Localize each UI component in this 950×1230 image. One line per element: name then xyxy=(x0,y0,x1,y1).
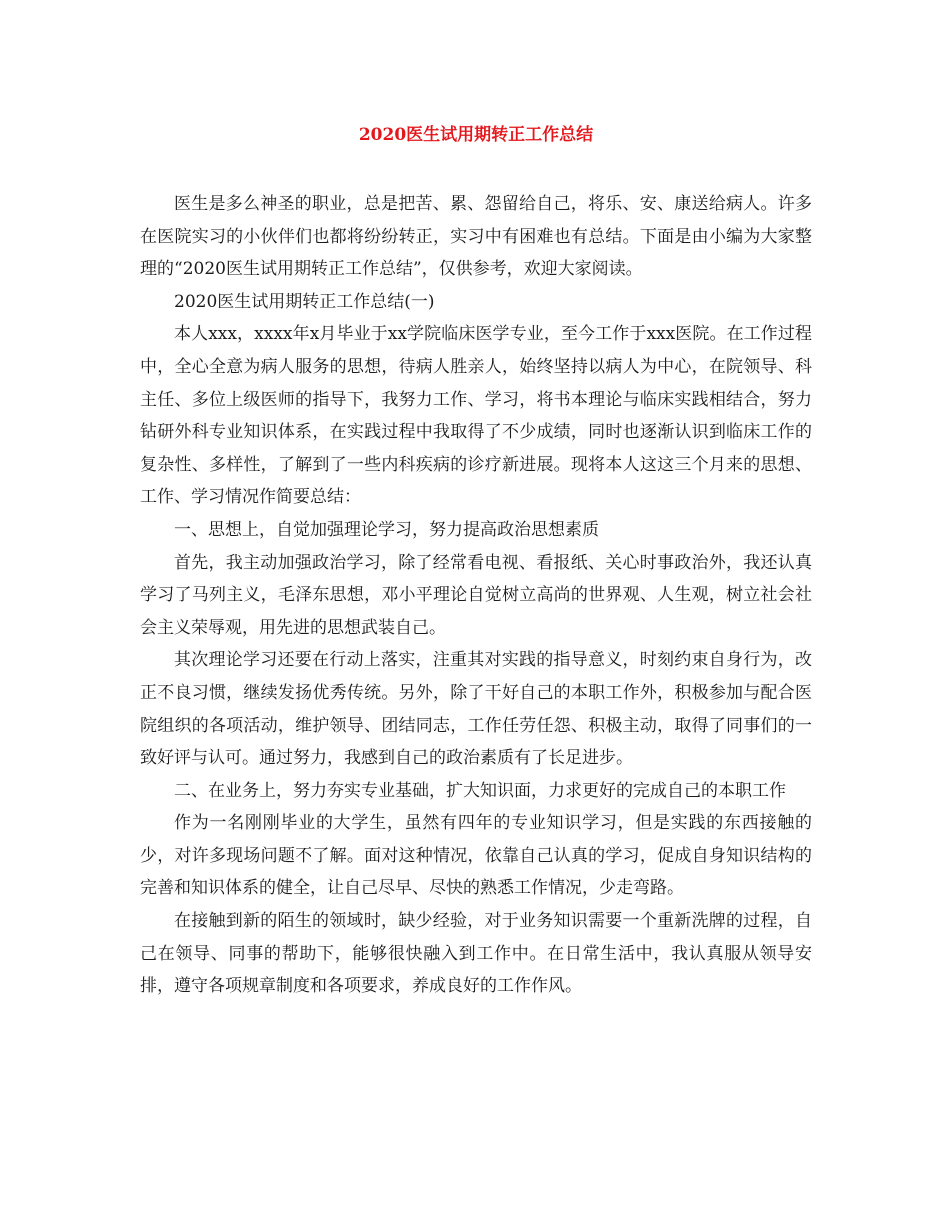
paragraph-practice: 其次理论学习还要在行动上落实，注重其对实践的指导意义，时刻约束自身行为，改正不良习惯，继续发扬优秀传统。另外，除了干好自己的本职工作外，积极参加与配合医院组织的各项活动，维护领导、团结同志，工作任劳任怨、积极主动，取得了同事们的一致好评与认可。通过努力，我感到自己的政治素质有了长足进步。 xyxy=(140,650,812,769)
paragraph-new-field: 在接触到新的陌生的领域时，缺少经验，对于业务知识需要一个重新洗牌的过程，自己在领导、同事的帮助下，能够很快融入到工作中。在日常生活中，我认真服从领导安排，遵守各项规章制度和各项要求，养成良好的工作作风。 xyxy=(140,911,812,997)
paragraph-intro: 医生是多么神圣的职业，总是把苦、累、怨留给自己，将乐、安、康送给病人。许多在医院实习的小伙伴们也都将纷纷转正，实习中有困难也有总结。下面是由小编为大家整理的“2020医生试用期转正工作总结”，仅供参考，欢迎大家阅读。 xyxy=(140,194,812,280)
section-heading-business: 二、在业务上，努力夯实专业基础，扩大知识面，力求更好的完成自己的本职工作 xyxy=(174,780,786,801)
paragraph-self-introduction: 本人xxx，xxxx年x月毕业于xx学院临床医学专业，至今工作于xxx医院。在工作过程中，全心全意为病人服务的思想，待病人胜亲人，始终坚持以病人为中心，在院领导、科主任、多位上级医师的指导下，我努力工作、学习，将书本理论与临床实践相结合，努力钻研外科专业知识体系，在实践过程中我取得了不少成绩，同时也逐渐认识到临床工作的复杂性、多样性，了解到了一些内科疾病的诊疗新进展。现将本人这这三个月来的思想、工作、学习情况作简要总结： xyxy=(140,324,812,508)
section-heading-part-one: 2020医生试用期转正工作总结(一) xyxy=(174,291,435,312)
document-page xyxy=(140,120,812,1003)
document-title: 2020医生试用期转正工作总结 xyxy=(358,125,594,145)
paragraph-graduate: 作为一名刚刚毕业的大学生，虽然有四年的专业知识学习，但是实践的东西接触的少，对许多现场问题不了解。面对这种情况，依靠自己认真的学习，促成自身知识结构的完善和知识体系的健全，让自己尽早、尽快的熟悉工作情况，少走弯路。 xyxy=(140,813,812,899)
paragraph-political-study: 首先，我主动加强政治学习，除了经常看电视、看报纸、关心时事政治外，我还认真学习了马列主义，毛泽东思想，邓小平理论自觉树立高尚的世界观、人生观，树立社会社会主义荣辱观，用先进的思想武装自己。 xyxy=(140,552,812,638)
section-heading-ideology: 一、思想上，自觉加强理论学习，努力提高政治思想素质 xyxy=(174,519,599,540)
